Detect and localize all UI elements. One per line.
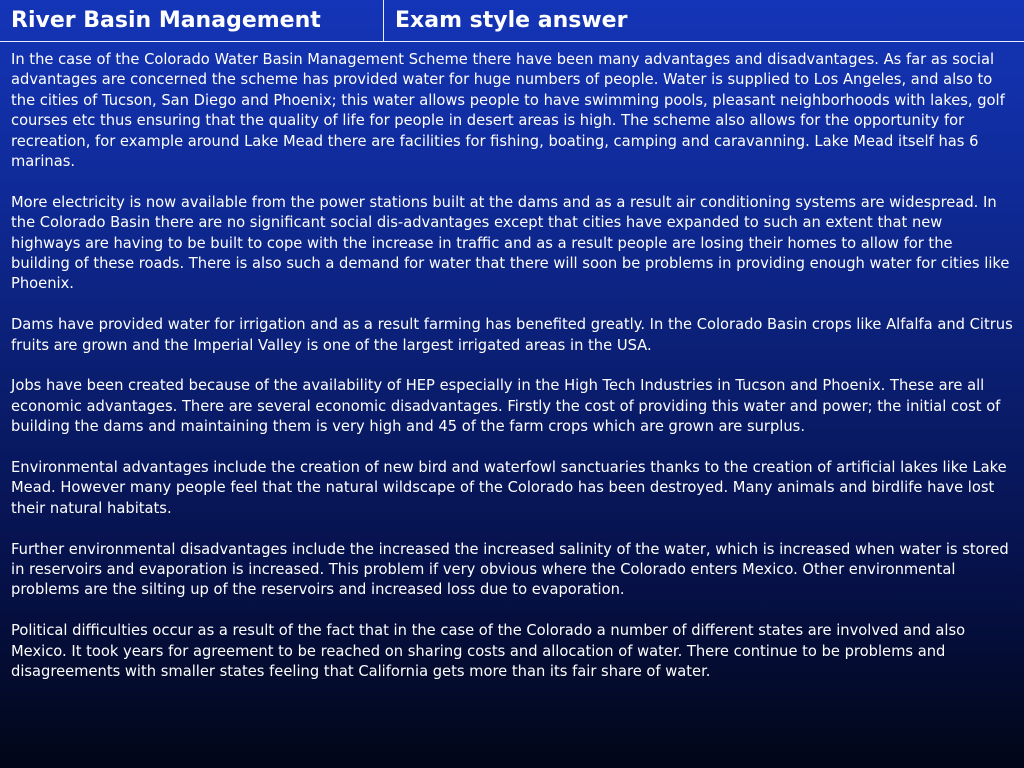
paragraph-environmental-disadvantages: Further environmental disadvantages include the increased the increased salinity of the water, which is increased when water is stored in reservoirs and evaporation is increased. This problem if very obvious where the Colorado enters Mexico. Other environmental problems are the silting up of the reservoirs and increased loss due to evaporation. <box>11 540 1009 599</box>
paragraph-electricity: More electricity is now available from the power stations built at the dams and as a result air conditioning systems are widespread. In the Colorado Basin there are no significant social dis-advantages except that cities have expanded to such an extent that new highways are having to be built to cope with the increase in traffic and as a result people are losing their homes to allow for the building of these roads. There is also such a demand for water that there will soon be problems in providing enough water for cities like Phoenix. <box>11 193 1010 293</box>
paragraph-economic: Jobs have been created because of the availability of HEP especially in the High Tech Industries in Tucson and Phoenix. These are all economic advantages. There are several economic disadvantages. Firstly the cost of providing this water and power; the initial cost of building the dams and maintaining them is very high and 45 of the farm crops which are grown are surplus. <box>11 377 1001 436</box>
paragraph-environmental-advantages: Environmental advantages include the creation of new bird and waterfowl sanctuaries thanks to the creation of artificial lakes like Lake Mead. However many people feel that the natural wildscape of the Colorado has been destroyed. Many animals and birdlife have lost their natural habitats. <box>11 459 1007 517</box>
answer-body <box>11 50 1015 683</box>
paragraph-irrigation: Dams have provided water for irrigation and as a result farming has benefited greatly. In the Colorado Basin crops like Alfalfa and Citrus fruits are grown and the Imperial Valley is one of the largest irrigated areas in the USA. <box>11 316 1013 354</box>
slide-header <box>0 0 1024 42</box>
paragraph-political: Political difficulties occur as a result of the fact that in the case of the Colorado a number of different states are involved and also Mexico. It took years for agreement to be reached on sharing costs and allocation of water. There continue to be problems and disagreements with smaller states feeling that California gets more than its fair share of water. <box>11 622 966 681</box>
slide-subtitle: Exam style answer <box>395 8 628 33</box>
title-divider <box>383 0 384 42</box>
slide-title: River Basin Management <box>11 8 321 33</box>
paragraph-social-advantages: In the case of the Colorado Water Basin Management Scheme there have been many advantages and disadvantages. As far as social advantages are concerned the scheme has provided water for huge numbers of people. Water is supplied to Los Angeles, and also to the cities of Tucson, San Diego and Phoenix; this water allows people to have swimming pools, pleasant neighborhoods with lakes, golf courses etc thus ensuring that the quality of life for people in desert areas is high. The scheme also allows for the opportunity for recreation, for example around Lake Mead there are facilities for fishing, boating, camping and caravanning. Lake Mead itself has 6 marinas. <box>11 51 1005 171</box>
